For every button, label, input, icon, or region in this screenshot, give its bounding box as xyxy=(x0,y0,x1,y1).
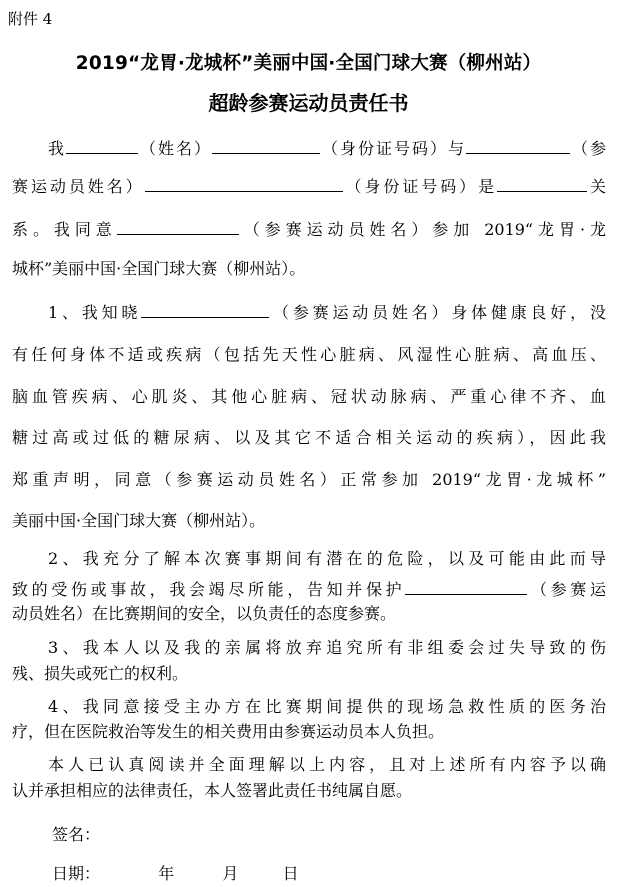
intro-line-3 xyxy=(12,219,606,240)
relationship-blank[interactable] xyxy=(497,176,587,192)
intro-line-4: 城杯”美丽中国·全国门球大赛（柳州站）。 xyxy=(12,259,306,278)
athlete-name-blank[interactable] xyxy=(405,579,527,595)
intro-text: （姓名） xyxy=(138,139,212,158)
item3-line-1: 3、我本人以及我的亲属将放弃追究所有非组委会过失导致的伤 xyxy=(48,638,606,657)
item2-line-3: 动员姓名）在比赛期间的安全，以负责任的态度参赛。 xyxy=(12,604,397,623)
athlete-name-blank[interactable] xyxy=(141,302,269,318)
date-month-label: 月 xyxy=(222,864,239,883)
item1-line-5: 郑重声明，同意（参赛运动员姓名）正常参加 2019“龙胃·龙城杯” xyxy=(12,470,606,489)
closing-line-2: 认并承担相应的法律责任，本人签署此责任书纯属自愿。 xyxy=(12,781,413,800)
intro-text: 赛运动员姓名） xyxy=(12,177,145,196)
date-year-label: 年 xyxy=(158,864,175,883)
athlete-name-blank[interactable] xyxy=(117,219,239,235)
item2-line-2 xyxy=(12,579,606,600)
item1-line-3: 脑血管疾病、心肌炎、其他心脏病、冠状动脉病、严重心律不齐、血 xyxy=(12,387,606,406)
athlete-name-blank[interactable] xyxy=(466,138,570,154)
attachment-label: 附件 4 xyxy=(8,10,53,28)
item2-text: （参赛运 xyxy=(527,580,606,599)
id-number-blank[interactable] xyxy=(212,138,320,154)
intro-text: （身份证号码）与 xyxy=(319,139,466,158)
intro-text: 我 xyxy=(48,139,66,158)
intro-line-1 xyxy=(48,138,606,159)
intro-text: （参赛运动员姓名）参加 2019“龙胃·龙 xyxy=(238,220,606,239)
signature-label: 签名： xyxy=(52,825,101,844)
item1-text: 1、我知晓 xyxy=(48,303,142,322)
item4-line-1: 4、我同意接受主办方在比赛期间提供的现场急救性质的医务治 xyxy=(48,697,606,716)
item2-text: 致的受伤或事故，我会竭尽所能，告知并保护 xyxy=(12,580,406,599)
item2-line-1: 2、我充分了解本次赛事期间有潜在的危险，以及可能由此而导 xyxy=(48,549,606,568)
date-label: 日期： xyxy=(52,864,101,883)
athlete-id-blank[interactable] xyxy=(145,176,343,192)
date-row xyxy=(52,861,299,884)
intro-line-2 xyxy=(12,176,606,197)
closing-line-1: 本人已认真阅读并全面理解以上内容，且对上述所有内容予以确 xyxy=(48,755,606,774)
item4-line-2: 疗，但在医院救治等发生的相关费用由参赛运动员本人负担。 xyxy=(12,722,445,741)
item3-line-2: 残、损失或死亡的权利。 xyxy=(12,664,189,683)
item1-line-2: 有任何身体不适或疾病（包括先天性心脏病、风湿性心脏病、高血压、 xyxy=(12,345,606,364)
intro-text: （参 xyxy=(569,139,606,158)
item1-line-4: 糖过高或过低的糖尿病、以及其它不适合相关运动的疾病），因此我 xyxy=(12,428,606,447)
intro-text: 系。我同意 xyxy=(12,220,117,239)
name-blank[interactable] xyxy=(66,138,138,154)
intro-text: 关 xyxy=(587,177,606,196)
date-day-label: 日 xyxy=(282,864,299,883)
item1-text: （参赛运动员姓名）身体健康良好，没 xyxy=(269,303,606,322)
item1-line-1 xyxy=(48,302,606,323)
intro-text: （身份证号码）是 xyxy=(342,177,498,196)
document-title: 2019“龙胃·龙城杯”美丽中国·全国门球大赛（柳州站） xyxy=(75,53,542,74)
document-subtitle: 超龄参赛运动员责任书 xyxy=(208,91,409,115)
item1-line-6: 美丽中国·全国门球大赛（柳州站）。 xyxy=(12,511,266,530)
